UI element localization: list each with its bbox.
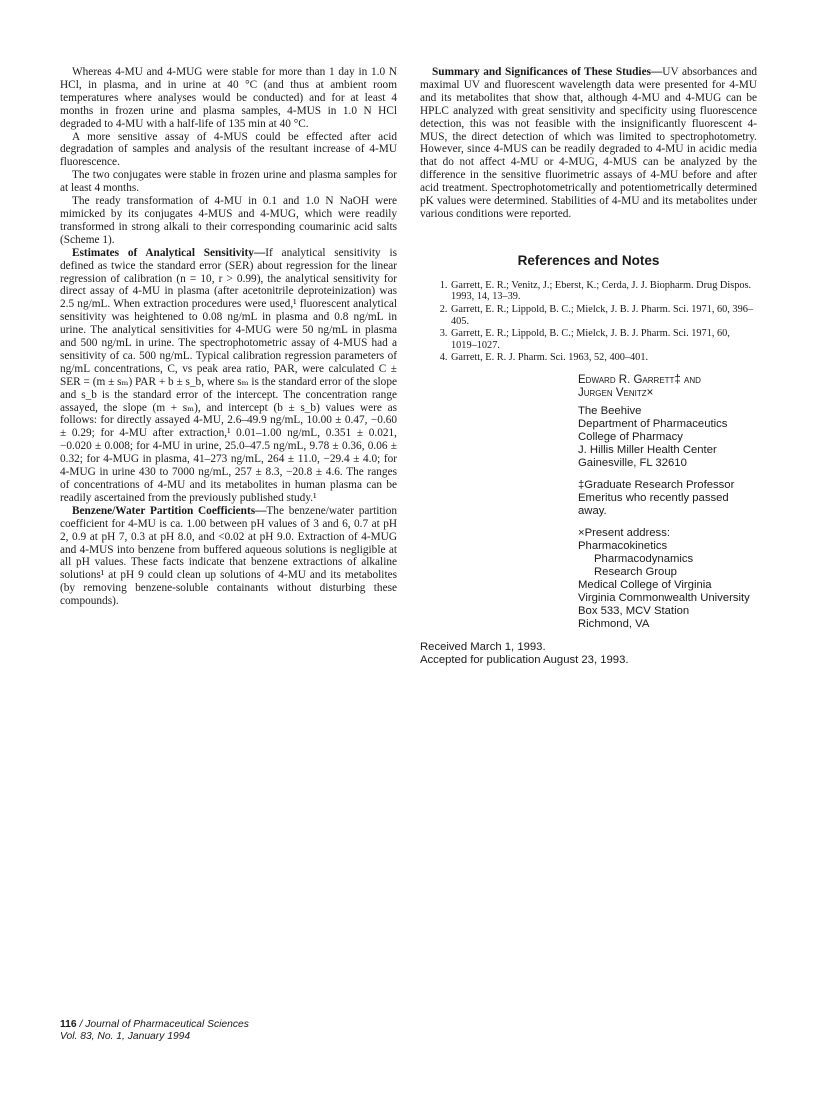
received-date: Received March 1, 1993. [420,641,546,654]
paragraph: The ready transformation of 4-MU in 0.1 and 1.0 N NaOH were mimicked by its conjugates 4-MUS and 4-MUG, which were readily transformed in strong alkali to their corresponding coumarinic acid salts (Scheme 1). [60,195,397,246]
author-block [578,374,757,631]
journal-name: / Journal of Pharmaceutical Sciences [79,1019,249,1030]
right-column [420,66,757,667]
reference-item: 2. Garrett, E. R.; Lippold, B. C.; Mielck, J. B. J. Pharm. Sci. 1971, 60, 396–405. [450,304,757,327]
reference-item: 4. Garrett, E. R. J. Pharm. Sci. 1963, 52, 400–401. [450,352,757,364]
summary-paragraph: Summary and Significances of These Studies—UV absorbances and maximal UV and fluorescent wavelength data were presented for 4-MU and its metabolites that show that, although 4-MU and 4-MUG can be HPLC analyzed with great sensitivity and specificity using fluorescence detection, this was not feasible with the insignificantly fluorescent 4-MUS, the direct detection of which was limited to spectrophotometry. However, since 4-MUS can be readily degraded to 4-MU in acidic media that do not affect 4-MU or 4-MUG, 4-MUS can be analyzed by the difference in the sensitive fluorimetric assays of 4-MU before and after acid treatment. Spectrophotometrically and potentiometrically determined pK values were determined. Stabilities of 4-MU and its metabolites under various conditions were reported. [420,66,758,220]
section-runin-heading: Summary and Significances of These Studies— [432,66,663,78]
paragraph-analytical-sensitivity: Estimates of Analytical Sensitivity—If analytical sensitivity is defined as twice the standard error (SER) about regression for the linear regression of calibration (n = 10, r > 0.99), the analytical sensitivity for direct assay of 4-MU in plasma (after acetonitrile deproteinization) was 2.5 ng/mL. When extraction procedures were used,¹ fluorescent analytical sensitivity was heightened to 0.08 ng/mL in plasma and 0.8 ng/mL in urine. The analytical sensitivities for 4-MUG were 50 ng/mL in plasma and 500 ng/mL in urine. The spectrophotometric assay of 4-MUS had a sensitivity of ca. 500 ng/mL. Typical calibration regression parameters of ng/mL concentrations, C, vs peak area ratio, PAR, were calculated C ± SER = (m ± sₘ) PAR + b ± s_b, where sₘ is the standard error of the slope and s_b is the standard error of the intercept. The concentration range assayed, the slope (m + sₘ), and intercept (b ± s_b) values were as follows: for directly assayed 4-MU, 2.6–49.9 ng/mL, 10.00 ± 0.47, −0.60 ± 0.29; for 4-MU after extraction,¹ 0.01–1.00 ng/mL, 0.351 ± 0.021, −0.020 ± 0.008; for 4-MU in urine, 25.0–47.5 ng/mL, 9.78 ± 0.36, 0.06 ± 0.32; for 4-MUG in plasma, 41–273 ng/mL, 264 ± 11.0, −29.4 ± 4.0; for 4-MUG in urine 430 to 7000 ng/mL, 257 ± 8.3, −20.8 ± 4.6. The ranges of concentrations of 4-MU and its metabolites in human plasma can be readily ascertained from the previously published study.¹ [60,246,397,504]
page-number: 116 [60,1019,77,1030]
received-dates [420,641,757,667]
paragraph: A more sensitive assay of 4-MUS could be effected after acid degradation of samples and analysis of the resultant increase of 4-MU fluorescence. [60,130,397,169]
paragraph: Whereas 4-MU and 4-MUG were stable for more than 1 day in 1.0 N HCl, in plasma, and in urine at 40 °C (and thus at ambient room temperatures where analyses would be conducted) and for at least 4 months in frozen urine and plasma samples, 4-MUS in 1.0 N HCl degraded to 4-MU with a half-life of 135 min at 40 °C. [60,66,397,130]
section-runin-heading: Estimates of Analytical Sensitivity— [72,246,266,259]
affiliation: The Beehive Department of Pharmaceutics College of Pharmacy J. Hillis Miller Health Center Gainesville, FL 32610 [578,405,728,470]
paragraph: The two conjugates were stable in frozen urine and plasma samples for at least 4 months. [60,169,397,195]
references-heading: References and Notes [517,252,660,268]
accepted-date: Accepted for publication August 23, 1993. [420,654,629,667]
paragraph-partition-coefficients: Benzene/Water Partition Coefficients—The benzene/water partition coefficient for 4-MU is ca. 1.00 between pH values of 3 and 6, 0.7 at pH 2, 0.9 at pH 7, 0.3 at pH 8.0, and <0.02 at pH 9.0. Extraction of 4-MUG and 4-MUS into benzene from buffered aqueous solutions is negligible at all pH values. These facts indicate that benzene extractions of alkaline solutions¹ at pH 9 could clean up solutions of 4-MU and its metabolites (by removing benzene-soluble containants without disturbing these compounds). [60,504,397,608]
reference-item: 1. Garrett, E. R.; Venitz, J.; Eberst, K.; Cerda, J. J. Biopharm. Drug Dispos. 1993, 14, 13–39. [450,280,757,303]
section-runin-heading: Benzene/Water Partition Coefficients— [72,504,267,517]
page-footer [60,1019,249,1043]
left-column [60,66,397,608]
journal-volume: Vol. 83, No. 1, January 1994 [60,1031,191,1042]
reference-list [420,280,757,364]
author-names: Edward R. Garrett‡ and Jurgen Venitz× [578,374,701,400]
reference-item: 3. Garrett, E. R.; Lippold, B. C.; Mielck, J. B. J. Pharm. Sci. 1971, 60, 1019–1027. [450,328,757,351]
author-footnote: ‡Graduate Research Professor Emeritus who recently passed away. [578,479,735,518]
present-address: ×Present address: Pharmacokinetics Pharmacodynamics Research Group Medical College of Virginia Virginia Commonwealth University Box 533, MCV Station Richmond, VA [578,527,750,631]
